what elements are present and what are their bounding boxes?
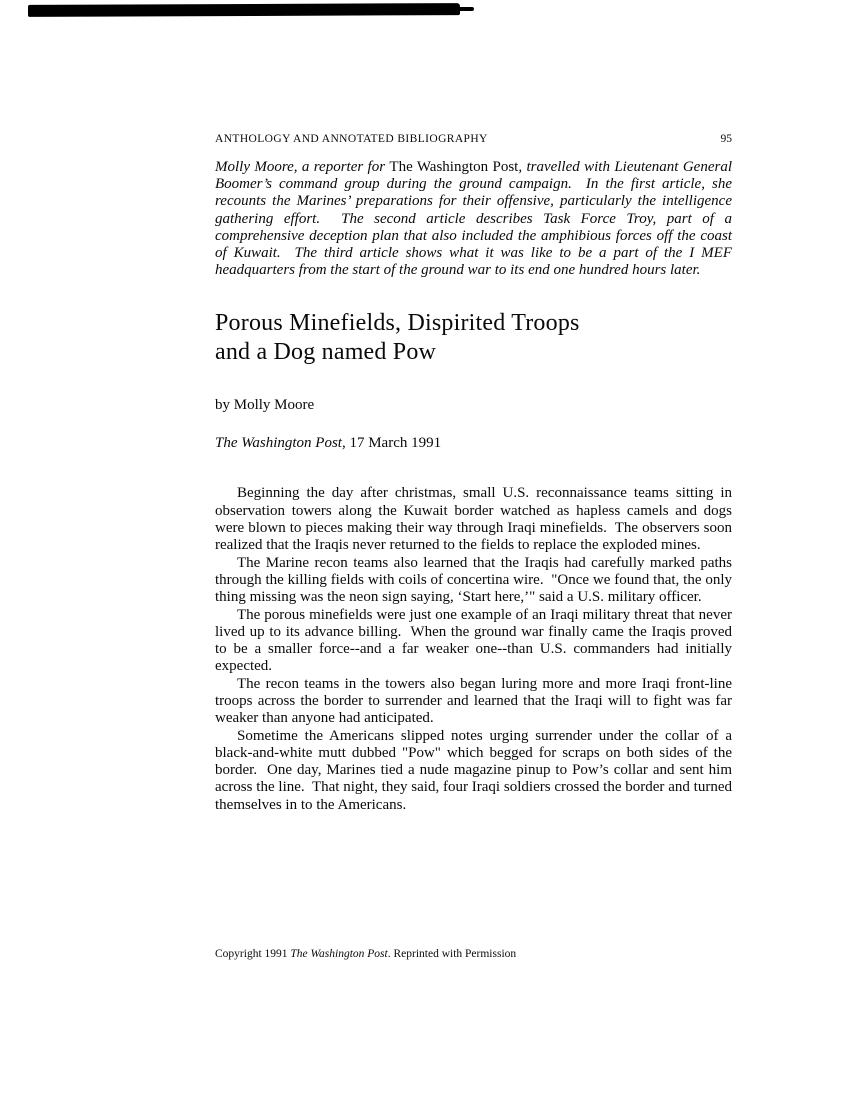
article-title-line1: Porous Minefields, Dispirited Troops: [215, 310, 580, 337]
page-header: [215, 133, 732, 145]
article-title: [215, 309, 732, 367]
running-header: ANTHOLOGY AND ANNOTATED BIBLIOGRAPHY: [215, 133, 488, 145]
body-paragraph: The Marine recon teams also learned that the Iraqis had carefully marked paths through the killing fields with coils of concertina wire. "Once we found that, the only thing missing was the neon sign saying, ‘Start here,’" said a U.S. military officer.: [215, 554, 732, 606]
body-paragraph: Beginning the day after christmas, small U.S. reconnaissance teams sitting in observation towers along the Kuwait border watched as hapless camels and dogs were blown to pieces making their way through Iraqi minefields. The observers soon realized that the Iraqis never returned to the fields to replace the exploded mines.: [215, 485, 732, 554]
page-content: [215, 133, 732, 814]
body-paragraph: The porous minefields were just one example of an Iraqi military threat that never lived up to its advance billing. When the ground war finally came the Iraqis proved to be a smaller force--and a far weaker one--than U.S. commanders had initially expected.: [215, 606, 732, 675]
source-line: The Washington Post, 17 March 1991: [215, 435, 442, 452]
body-paragraph: The recon teams in the towers also began luring more and more Iraqi front-line troops across the border to surrender and learned that the Iraqi will to fight was far weaker than anyone had anticipated.: [215, 675, 732, 727]
page-number: 95: [720, 133, 732, 145]
byline: by Molly Moore: [215, 397, 315, 414]
copyright-line: Copyright 1991 The Washington Post. Reprinted with Permission: [215, 948, 517, 960]
body-paragraph: Sometime the Americans slipped notes urging surrender under the collar of a black-and-white mutt dubbed "Pow" which begged for scraps on both sides of the border. One day, Marines tied a nude magazine pinup to Pow’s collar and sent him across the line. That night, they said, four Iraqi soldiers crossed the border and turned themselves in to the Americans.: [215, 727, 732, 813]
scan-artifact-bar: [28, 3, 460, 17]
intro-paragraph: Molly Moore, a reporter for The Washington Post, travelled with Lieutenant General Boomer’s command group during the ground campaign. In the first article, she recounts the Marines’ preparations for their offensive, particularly the intelligence gathering effort. The second article describes Task Force Troy, part of a comprehensive deception plan that also included the amphibious forces off the coast of Kuwait. The third article shows what it was like to be a part of the I MEF headquarters from the start of the ground war to its end one hundred hours later.: [215, 159, 732, 279]
article-title-line2: and a Dog named Pow: [215, 339, 437, 366]
article-body: [215, 485, 732, 814]
